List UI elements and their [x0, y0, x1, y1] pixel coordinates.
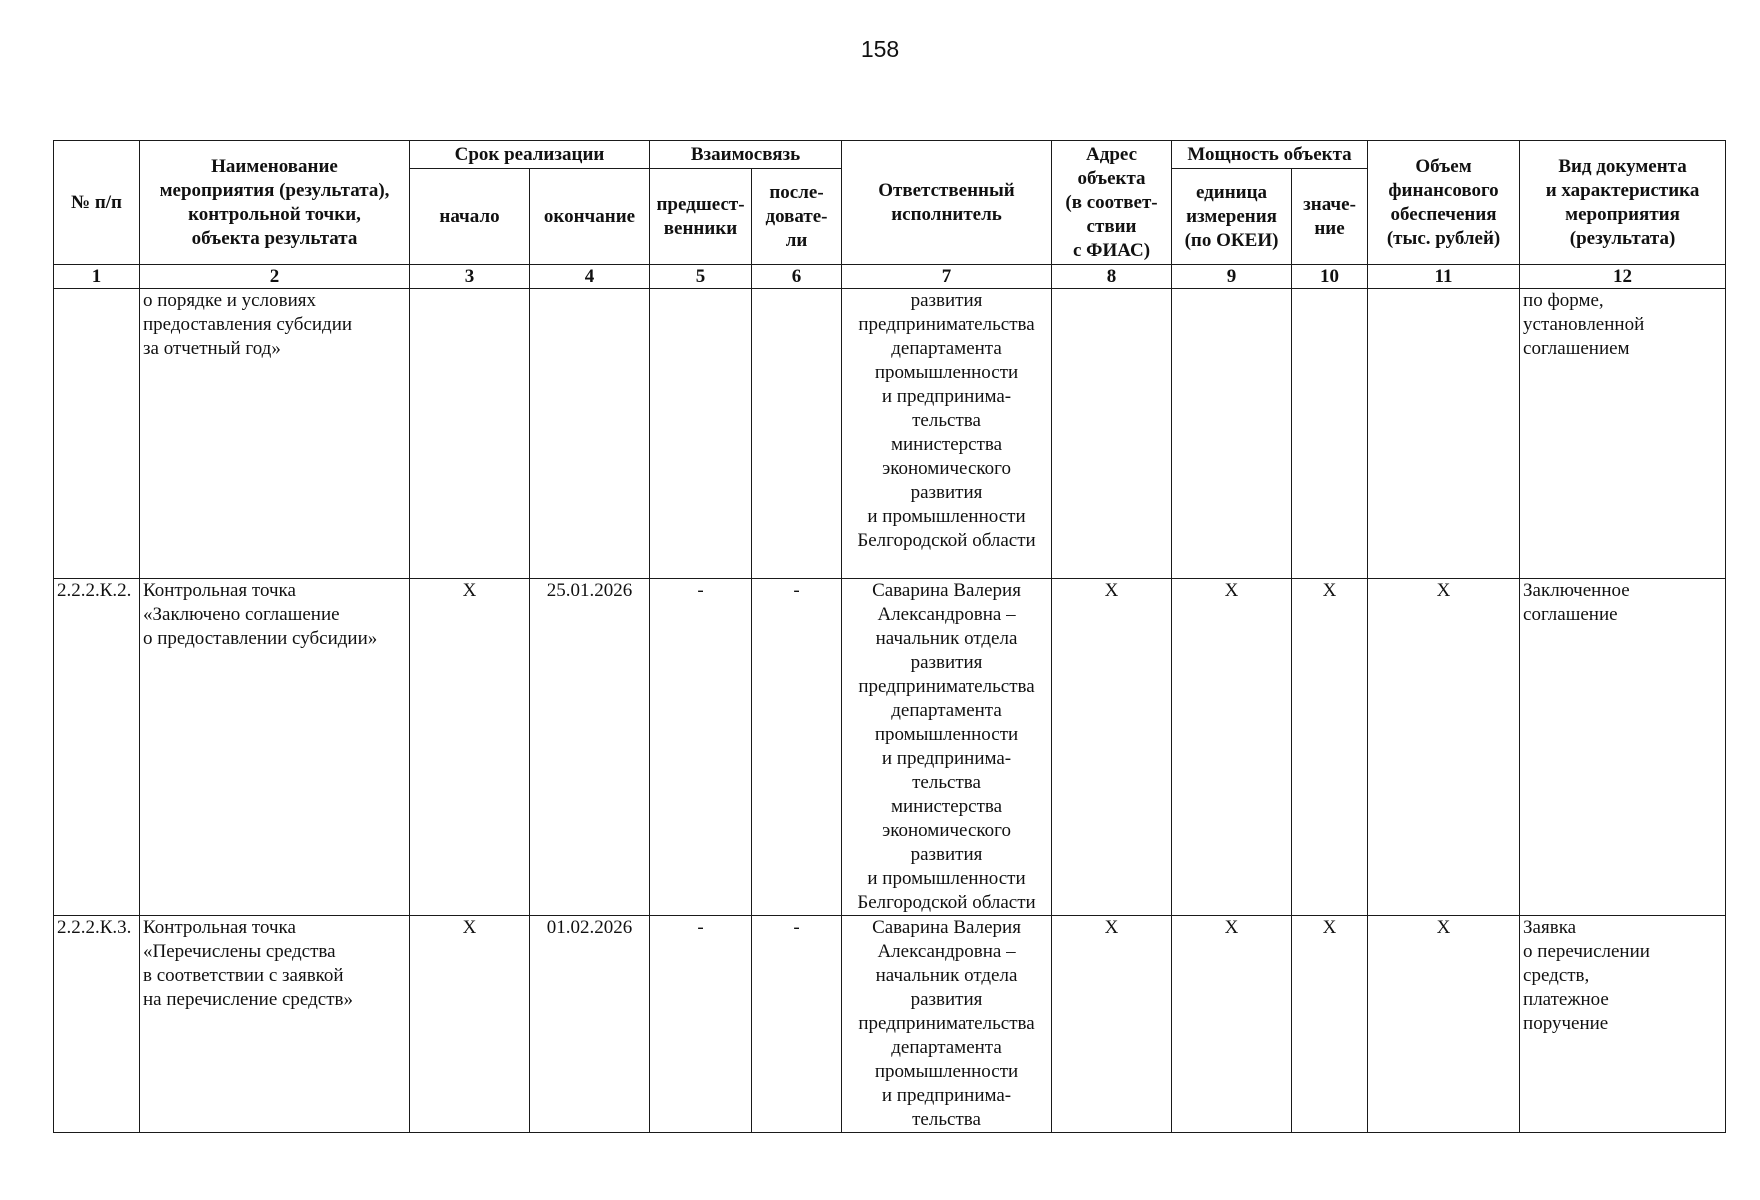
address — [1052, 289, 1172, 579]
address: X — [1052, 916, 1172, 1133]
column-number: 4 — [530, 265, 650, 289]
predecessors: - — [650, 916, 752, 1133]
event-name: Контрольная точка «Заключено соглашение о предоставлении субсидии» — [140, 579, 410, 916]
header-predecessors: предшест- венники — [650, 169, 752, 265]
header-name: Наименование мероприятия (результата), контрольной точки, объекта результата — [140, 141, 410, 265]
header-start: начало — [410, 169, 530, 265]
document-type: Заключенное соглашение — [1520, 579, 1726, 916]
column-number: 9 — [1172, 265, 1292, 289]
header-group-term: Срок реализации — [410, 141, 650, 169]
header-unit: единица измерения (по ОКЕИ) — [1172, 169, 1292, 265]
start-date: X — [410, 916, 530, 1133]
row-number: 2.2.2.К.2. — [54, 579, 140, 916]
event-name: Контрольная точка «Перечислены средства в соответствии с заявкой на перечисление средств» — [140, 916, 410, 1133]
predecessors — [650, 289, 752, 579]
address: X — [1052, 579, 1172, 916]
header-document: Вид документа и характеристика мероприятия (результата) — [1520, 141, 1726, 265]
unit — [1172, 289, 1292, 579]
start-date — [410, 289, 530, 579]
header-group-link: Взаимосвязь — [650, 141, 842, 169]
successors: - — [752, 916, 842, 1133]
unit: X — [1172, 916, 1292, 1133]
header-address: Адрес объекта (в соответ- ствии с ФИАС) — [1052, 141, 1172, 265]
column-number: 8 — [1052, 265, 1172, 289]
value — [1292, 289, 1368, 579]
header-financing: Объем финансового обеспечения (тыс. рублей) — [1368, 141, 1520, 265]
header-end: окончание — [530, 169, 650, 265]
column-number: 10 — [1292, 265, 1368, 289]
column-number: 6 — [752, 265, 842, 289]
header-num: № п/п — [54, 141, 140, 265]
value: X — [1292, 916, 1368, 1133]
responsible: Саварина Валерия Александровна – начальник отдела развития предпринимательства департамента промышленности и предпринима- тельства министерства экономического развития и промышленности Белгородской области — [842, 579, 1052, 916]
events-table — [53, 140, 1726, 1133]
header-group-power: Мощность объекта — [1172, 141, 1368, 169]
header-successors: после- довате- ли — [752, 169, 842, 265]
end-date: 01.02.2026 — [530, 916, 650, 1133]
responsible: развития предпринимательства департамента промышленности и предпринима- тельства министерства экономического развития и промышленности Белгородской области — [842, 289, 1052, 579]
table-row — [54, 289, 1726, 579]
end-date: 25.01.2026 — [530, 579, 650, 916]
successors — [752, 289, 842, 579]
column-number: 11 — [1368, 265, 1520, 289]
financing: X — [1368, 916, 1520, 1133]
column-number: 12 — [1520, 265, 1726, 289]
unit: X — [1172, 579, 1292, 916]
page-number: 158 — [860, 36, 900, 62]
header-value: значе- ние — [1292, 169, 1368, 265]
column-number: 2 — [140, 265, 410, 289]
table-row — [54, 916, 1726, 1133]
financing: X — [1368, 579, 1520, 916]
responsible: Саварина Валерия Александровна – начальник отдела развития предпринимательства департамента промышленности и предпринима- тельства — [842, 916, 1052, 1133]
document-type: Заявка о перечислении средств, платежное поручение — [1520, 916, 1726, 1133]
column-number: 1 — [54, 265, 140, 289]
event-name: о порядке и условиях предоставления субсидии за отчетный год» — [140, 289, 410, 579]
document-type: по форме, установленной соглашением — [1520, 289, 1726, 579]
header-responsible: Ответственный исполнитель — [842, 141, 1052, 265]
table-row — [54, 579, 1726, 916]
financing — [1368, 289, 1520, 579]
column-number: 3 — [410, 265, 530, 289]
row-number — [54, 289, 140, 579]
column-number: 5 — [650, 265, 752, 289]
successors: - — [752, 579, 842, 916]
predecessors: - — [650, 579, 752, 916]
row-number: 2.2.2.К.3. — [54, 916, 140, 1133]
column-number: 7 — [842, 265, 1052, 289]
value: X — [1292, 579, 1368, 916]
start-date: X — [410, 579, 530, 916]
end-date — [530, 289, 650, 579]
